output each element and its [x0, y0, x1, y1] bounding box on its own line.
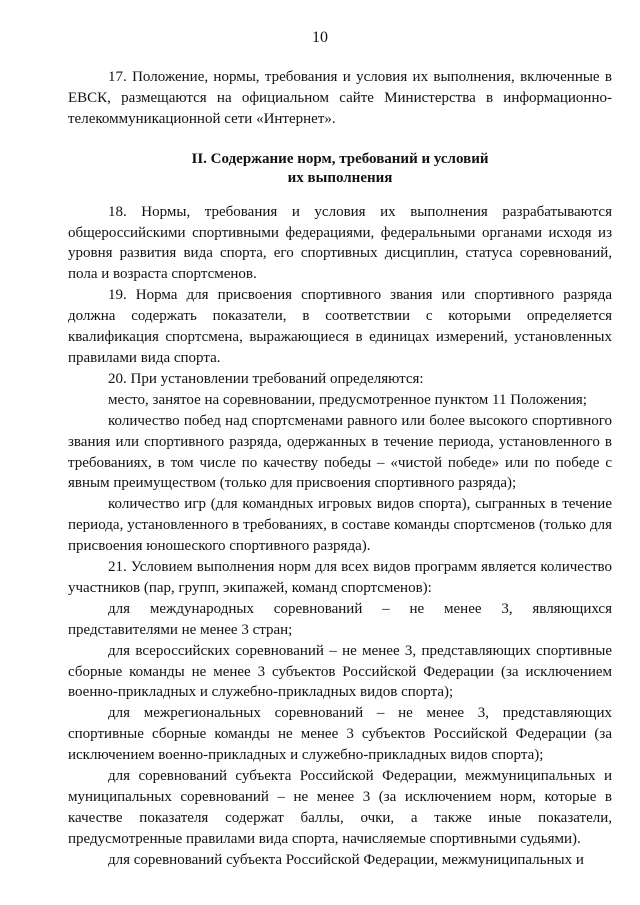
section-heading	[68, 150, 612, 188]
paragraph-20-item-wins: количество побед над спортсменами равного или более высокого спортивного звания или спортивного разряда, одержанных в течение периода, установленного в требованиях, в том числе по качеству победы – «чистой победе» или по победе с явным преимуществом (только для присвоения спортивного разряда);	[68, 412, 612, 492]
paragraph-17: 17. Положение, нормы, требования и условия их выполнения, включенные в ЕВСК, размещаются на официальном сайте Министерства в информационно-телекоммуникационной сети «Интернет».	[68, 68, 612, 127]
section-heading-line-1: II. Содержание норм, требований и условий	[191, 150, 489, 167]
paragraph-21-item-subject-municipal: для соревнований субъекта Российской Федерации, межмуниципальных и муниципальных соревнований – не менее 3 (за исключением норм, которые в качестве показателя содержат баллы, очки, а также иные показатели, предусмотренные правилами вида спорта, начисляемые спортивными судьями).	[68, 768, 612, 847]
page-number: 10	[312, 29, 328, 46]
paragraph-18: 18. Нормы, требования и условия их выполнения разрабатываются общероссийскими спортивными федерациями, федеральными органами исходя из уровня развития вида спорта, его спортивных дисциплин, статуса соревнований, пола и возраста спортсменов.	[68, 203, 612, 283]
paragraph-21-item-international: для международных соревнований – не менее 3, являющихся представителями не менее 3 стран;	[68, 600, 612, 638]
paragraph-20-item-place: место, занятое на соревновании, предусмотренное пунктом 11 Положения;	[108, 391, 587, 408]
paragraph-21-item-interregional: для межрегиональных соревнований – не менее 3, представляющих спортивные сборные команды не менее 3 субъектов Российской Федерации (за исключением военно-прикладных и служебно-прикладных видов спорта);	[68, 705, 612, 764]
paragraph-21-item-all-russian: для всероссийских соревнований – не менее 3, представляющих спортивные сборные команды не менее 3 субъектов Российской Федерации (за исключением военно-прикладных и служебно-прикладных видов спорта);	[68, 642, 612, 701]
paragraph-21-item-subject-continued: для соревнований субъекта Российской Федерации, межмуниципальных и	[108, 851, 584, 868]
paragraph-19: 19. Норма для присвоения спортивного звания или спортивного разряда должна содержать показатели, в соответствии с которыми определяется квалификация спортсмена, выражающиеся в единицах измерений, установленных правилами вида спорта.	[68, 287, 612, 366]
paragraph-20-item-games: количество игр (для командных игровых видов спорта), сыгранных в течение периода, установленного в требованиях, в составе команды спортсменов (только для присвоения юношеского спортивного разряда).	[68, 496, 612, 555]
section-heading-line-2: их выполнения	[287, 169, 393, 186]
paragraph-20: 20. При установлении требований определяются:	[108, 370, 424, 387]
paragraph-21: 21. Условием выполнения норм для всех видов программ является количество участников (пар, групп, экипажей, команд спортсменов):	[68, 559, 612, 596]
